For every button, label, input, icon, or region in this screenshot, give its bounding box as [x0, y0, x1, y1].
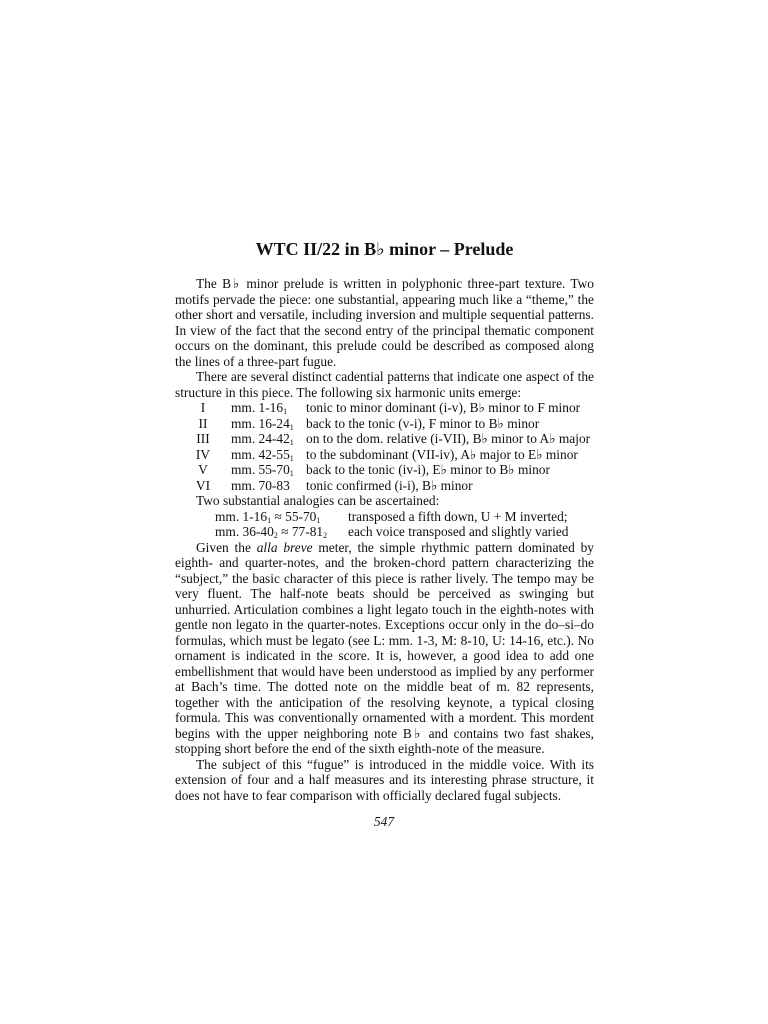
unit-number: III [196, 431, 210, 446]
analogy-description: each voice transposed and slightly varied [348, 524, 569, 539]
harmonic-unit-row [175, 431, 594, 447]
unit-number: II [198, 415, 208, 431]
alla-breve-term: alla breve [256, 539, 313, 555]
unit-measures: mm. 70-83 [231, 477, 290, 493]
unit-number: V [198, 462, 208, 477]
unit-measures: mm. $42-55_1$ [231, 446, 294, 463]
paragraph-intro: The B♭ minor prelude is written in polyphonic three-part texture. Two motifs pervade the piece: one substantial, appearing much like a “theme,” the other short and versatile, including inversion and multiple sequential patterns. In view of the fact that the second entry of the principal thematic component occurs on the dominant, this prelude could be described as composed along the lines of a three-part fugue. [175, 276, 594, 369]
unit-measures: mm. $55-70_1$ [231, 462, 294, 478]
unit-number: IV [195, 446, 211, 462]
unit-description: tonic confirmed (i-i), B♭ minor [306, 477, 473, 493]
paragraph-cadential-patterns: There are several distinct cadential patterns that indicate one aspect of the structure in this piece. The following six harmonic units emerge: [175, 369, 594, 400]
paragraph-character: Given the alla breve meter, the simple rhythmic pattern dominated by eighth- and quarter-notes, and the broken-chord pattern characterizing the “subject,” the basic character of this piece is rather lively. The tempo may be very fluent. The half-note beats should be perceived as swinging but unhurried. Articulation combines a light legato touch in the eighth-notes with gentle non legato in the quarter-notes. Exceptions occur only in the do–si–do formulas, which must be legato (see L: mm. 1-3, M: 8-10, U: 14-16, etc.). No ornament is indicated in the score. It is, however, a good idea to add one embellishment that would have been understood as implied by any performer at Bach’s time. The dotted note on the middle beat of m. 82 represents, together with the anticipation of the resolving keynote, a typical closing formula. This was conventionally ornamented with a mordent. This mordent begins with the upper neighboring note B♭ and contains two fast shakes, stopping short before the end of the sixth eighth-note of the measure. [175, 539, 595, 756]
analogy-measures: mm. $1-16_1 \approx 55-70_1$ [215, 508, 321, 525]
analogy-description: transposed a fifth down, U + M inverted; [348, 508, 568, 524]
unit-description: on to the dom. relative (i-VII), B♭ minor to A♭ major [306, 431, 591, 446]
analogy-measures: mm. $36-40_2 \approx 77-81_2$ [215, 524, 328, 540]
page-content [175, 238, 594, 803]
unit-number: I [200, 400, 206, 415]
harmonic-units-list [175, 400, 594, 493]
harmonic-unit-row [175, 478, 594, 494]
paragraph-analogies-intro: Two substantial analogies can be ascertained: [196, 493, 440, 508]
analogy-row [175, 509, 594, 525]
unit-number: VI [195, 477, 211, 493]
unit-measures: mm. $16-24_1$ [231, 415, 294, 432]
harmonic-unit-row [175, 447, 594, 463]
harmonic-unit-row [175, 416, 594, 432]
harmonic-unit-row [175, 462, 594, 478]
paragraph-fugue-subject: The subject of this “fugue” is introduced in the middle voice. With its extension of four and a half measures and its interesting phrase structure, it does not have to fear comparison with officially declared fugal subjects. [175, 756, 594, 803]
unit-description: back to the tonic (v-i), F minor to B♭ minor [306, 415, 540, 431]
analogy-row [175, 524, 594, 540]
page-number: 547 [373, 814, 395, 829]
unit-description: tonic to minor dominant (i-v), B♭ minor to F minor [306, 400, 581, 415]
body-text [175, 276, 594, 803]
unit-measures: mm. $1-16_1$ [231, 400, 288, 416]
page-title: WTC II/22 in B♭ minor – Prelude [255, 239, 514, 259]
unit-measures: mm. $24-42_1$ [231, 431, 294, 447]
unit-description: back to the tonic (iv-i), E♭ minor to B♭ minor [306, 462, 550, 477]
unit-description: to the subdominant (VII-iv), A♭ major to E♭ minor [306, 446, 578, 462]
harmonic-unit-row [175, 400, 594, 416]
